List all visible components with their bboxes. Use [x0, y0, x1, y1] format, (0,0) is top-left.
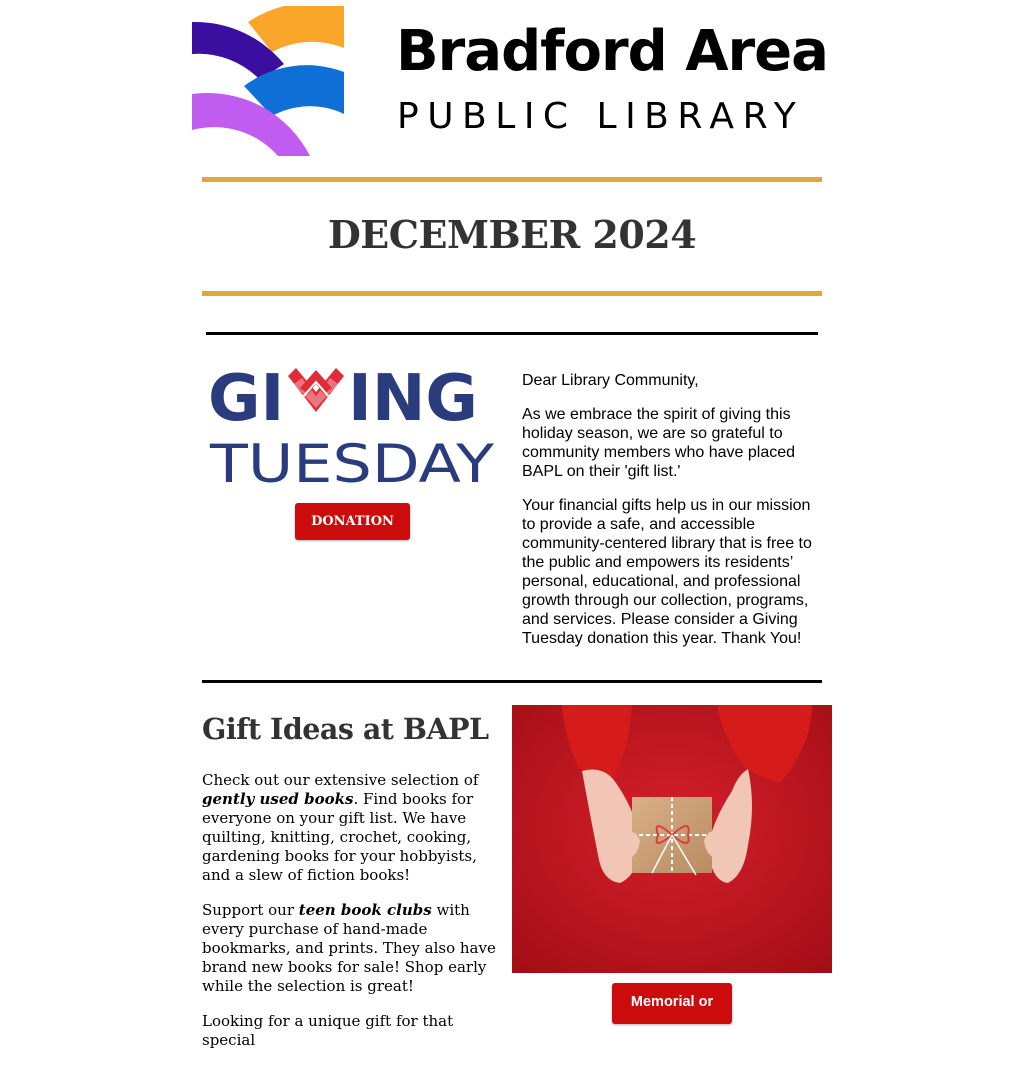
- giving-letter: [522, 371, 822, 663]
- gently-used-books-emphasis: gently used books: [202, 790, 354, 808]
- gift-paragraph-3: Looking for a unique gift for that special: [202, 1012, 454, 1049]
- letter-greeting: Dear Library Community,: [522, 372, 699, 389]
- issue-title: DECEMBER 2024: [327, 212, 697, 257]
- gold-divider-bottom: [202, 291, 822, 296]
- gold-divider-top: [202, 177, 822, 182]
- gift-ideas-body: [202, 771, 502, 1066]
- letter-paragraph-1: As we embrace the spirit of giving this holiday season, we are so grateful to community members who have placed BAPL on their 'gift list.': [522, 406, 796, 480]
- donation-button[interactable]: DONATION: [295, 503, 410, 540]
- gift-box-photo: [512, 705, 832, 973]
- library-logo-icon: [192, 6, 344, 156]
- section-divider-2: [202, 680, 822, 683]
- memorial-button[interactable]: Memorial or: [612, 983, 732, 1024]
- brand-subtitle: PUBLIC LIBRARY: [397, 96, 805, 137]
- brand-name: Bradford Area: [396, 19, 828, 84]
- gift-ideas-heading: Gift Ideas at BAPL: [202, 712, 489, 746]
- section-divider: [206, 332, 818, 335]
- giving-logo-text-gi: GI: [208, 364, 285, 436]
- heart-ribbon-icon: [288, 368, 344, 412]
- letter-paragraph-2: Your financial gifts help us in our mission to provide a safe, and accessible community-centered library that is free to the public and empowers its residents’ personal, educational, and professional growth through our collection, programs, and services. Please consider a Giving Tuesday donation this year. Thank You!: [522, 497, 812, 647]
- giving-logo-text-ing: ING: [348, 364, 478, 436]
- gift-paragraph-2: Support our teen book clubs with every purchase of hand-made bookmarks, and prints. They also have brand new books for sale! Shop early while the selection is great!: [202, 901, 496, 995]
- teen-book-clubs-emphasis: teen book clubs: [298, 901, 432, 919]
- giving-logo-text-tuesday: TUESDAY: [208, 434, 495, 488]
- giving-tuesday-logo: [208, 364, 496, 488]
- gift-paragraph-1: Check out our extensive selection of gently used books. Find books for everyone on your gift list. We have quilting, knitting, crochet, cooking, gardening books for your hobbyists, and a slew of fiction books!: [202, 771, 479, 884]
